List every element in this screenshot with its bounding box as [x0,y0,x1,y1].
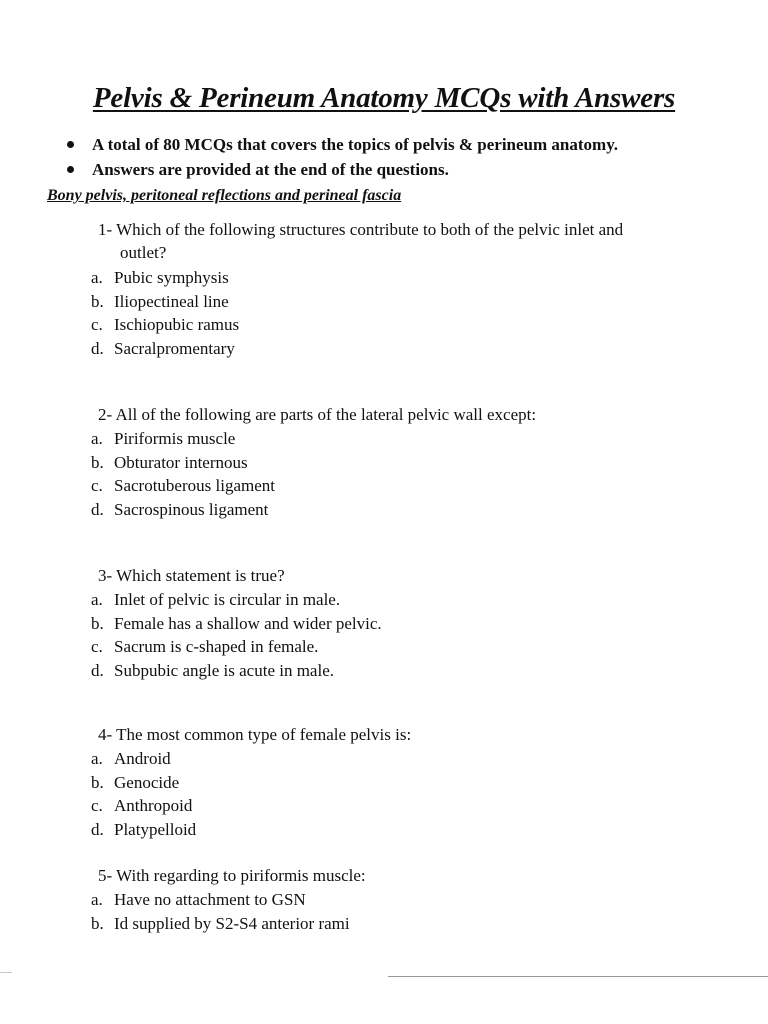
page-bottom-divider [388,976,768,977]
option-text: Sacralpromentary [114,338,235,358]
answer-option [0,451,768,475]
bullet-icon [67,141,74,148]
option-letter: b. [91,613,104,633]
option-text: Iliopectineal line [114,291,229,311]
option-text: Id supplied by S2-S4 anterior rami [114,913,350,933]
answer-option [0,818,768,842]
intro-bullet-text: Answers are provided at the end of the questions. [92,160,449,179]
question-text-line: 2- All of the following are parts of the lateral pelvic wall except: [98,405,537,424]
answer-option [0,313,768,337]
answer-option [0,912,768,936]
option-text: Anthropoid [114,796,193,815]
question-text-line: 5- With regarding to piriformis muscle: [98,866,366,885]
question-text [0,723,768,746]
answer-option [0,427,768,451]
option-letter: c. [91,315,103,334]
question-text [0,864,768,887]
answer-option [0,635,768,659]
option-letter: a. [91,429,103,448]
option-letter: c. [91,796,103,815]
option-list [0,427,768,521]
option-text: Sacrum is c-shaped in female. [114,637,319,656]
question-2 [0,403,768,521]
option-letter: b. [91,772,104,792]
question-5 [0,864,768,935]
intro-bullet [66,157,618,182]
option-letter: b. [91,452,104,472]
answer-option [0,290,768,314]
option-letter: a. [91,590,103,609]
option-letter: d. [91,819,104,839]
option-text: Android [114,749,171,768]
intro-bullet-list [66,132,618,182]
option-text: Ischiopubic ramus [114,315,240,334]
option-text: Pubic symphysis [114,268,229,287]
question-text [0,403,768,426]
option-list [0,266,768,360]
option-text: Obturator internous [114,452,248,472]
question-text-line: 4- The most common type of female pelvis is: [98,725,412,744]
answer-option [0,588,768,612]
answer-option [0,498,768,522]
answer-option [0,266,768,290]
option-text: Platypelloid [114,819,197,839]
option-letter: b. [91,291,104,311]
answer-option [0,659,768,683]
option-text: Genocide [114,772,180,792]
option-text: Inlet of pelvic is circular in male. [114,590,341,609]
option-text: Piriformis muscle [114,429,236,448]
option-letter: d. [91,338,104,358]
question-text-line: 3- Which statement is true? [98,566,285,585]
answer-option [0,612,768,636]
option-list [0,588,768,682]
option-text: Female has a shallow and wider pelvic. [114,613,382,633]
option-letter: d. [91,660,104,680]
intro-bullet-text: A total of 80 MCQs that covers the topics of pelvis & perineum anatomy. [92,135,619,154]
answer-option [0,747,768,771]
option-text: Sacrotuberous ligament [114,476,275,495]
intro-bullet [66,132,618,157]
question-3 [0,564,768,682]
answer-option [0,771,768,795]
option-letter: d. [91,499,104,519]
page-edge-divider [0,972,12,973]
option-letter: b. [91,913,104,933]
answer-option [0,337,768,361]
option-letter: a. [91,890,103,909]
option-text: Subpubic angle is acute in male. [114,660,334,680]
question-text-line: outlet? [120,243,167,262]
page-title: Pelvis & Perineum Anatomy MCQs with Answers [92,82,676,114]
question-4 [0,723,768,841]
question-text [0,218,768,264]
option-text: Have no attachment to GSN [114,890,306,909]
answer-option [0,474,768,498]
answer-option [0,888,768,912]
question-text-line: 1- Which of the following structures contribute to both of the pelvic inlet and [98,220,624,239]
option-list [0,888,768,935]
bullet-icon [67,166,74,173]
question-1 [0,218,768,360]
answer-option [0,794,768,818]
section-heading: Bony pelvis, peritoneal reflections and perineal fascia [47,187,402,204]
option-letter: c. [91,476,103,495]
option-list [0,747,768,841]
option-text: Sacrospinous ligament [114,499,269,519]
option-letter: c. [91,637,103,656]
option-letter: a. [91,268,103,287]
question-text [0,564,768,587]
option-letter: a. [91,749,103,768]
